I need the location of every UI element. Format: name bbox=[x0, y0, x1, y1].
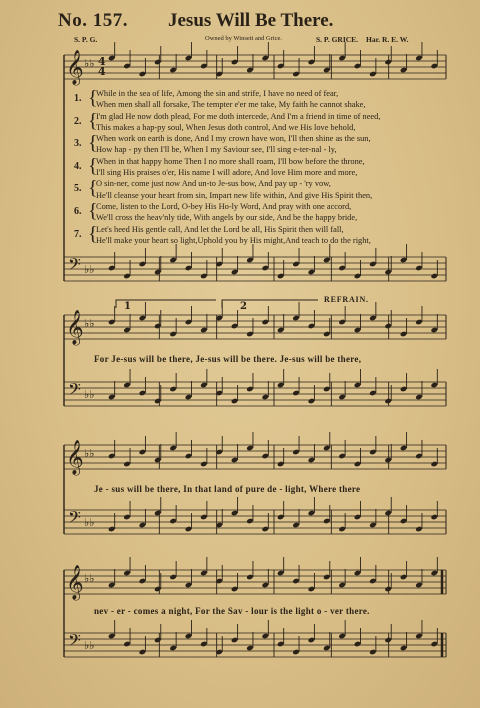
verse-line: He'll make your heart so light,Uphold you by His might,And teach to do the right, bbox=[96, 235, 371, 245]
lyric-line-3: nev - er - comes a night, For the Sav - lour is the light o - ver there. bbox=[94, 606, 370, 616]
verse-line: When men shall all forsake, The tempter e'er me take, My faith he cannot shake, bbox=[96, 100, 366, 110]
first-ending-bracket bbox=[116, 300, 216, 308]
verse-number: 2. bbox=[74, 115, 82, 127]
verse-line: When work on earth is done, And I my crown have won, I'll then shine as the sun, bbox=[96, 134, 371, 144]
verse-number: 7. bbox=[74, 228, 82, 240]
key-signature: ♭♭ bbox=[84, 263, 95, 276]
verse-number: 3. bbox=[74, 138, 82, 150]
verse-number: 1. bbox=[74, 93, 82, 104]
key-signature: ♭♭ bbox=[84, 572, 95, 585]
verse-brace: { bbox=[88, 154, 98, 177]
verse-brace: { bbox=[88, 177, 98, 200]
verse-line: O sin-ner, come just now And un-to Je-sus bow, And pay up - 'ry vow, bbox=[96, 179, 331, 189]
verse-brace: { bbox=[88, 109, 98, 132]
ownership-credit: Owned by Winsett and Grice. bbox=[205, 35, 283, 42]
key-signature: ♭♭ bbox=[84, 516, 95, 529]
verse-block bbox=[74, 88, 454, 246]
key-signature: ♭♭ bbox=[84, 639, 95, 652]
verse-line: While in the sea of life, Among the sin and strife, I have no need of fear, bbox=[96, 89, 339, 98]
hymn-number: No. 157. bbox=[58, 10, 128, 31]
bass-clef: 𝄢 bbox=[68, 254, 81, 278]
key-signature: ♭♭ bbox=[84, 57, 95, 70]
treble-clef: 𝄞 bbox=[66, 440, 84, 475]
harmony-credit: Har. R. E. W. bbox=[366, 35, 409, 44]
verse-number: 4. bbox=[74, 160, 82, 172]
verse-line: We'll cross the heav'nly tide, With angels by our side, And be the happy bride, bbox=[96, 213, 358, 223]
verse-line: This makes a hap-py soul, When Jesus doth control, And we His love behold, bbox=[96, 122, 356, 132]
lyric-line-1: For Je-sus will be there, Je-sus will be there. Je-sus will be there, bbox=[94, 354, 362, 364]
verse-line: I'll sing His praises o'er, His name I will adore, And love Him more and more, bbox=[96, 168, 358, 178]
treble-clef: 𝄞 bbox=[66, 50, 84, 85]
composer-credit: S. P. GRICE. bbox=[316, 35, 359, 44]
verse-line: How hap - py then I'll be, When I my Saviour see, I'll sing e-ter-nal - ly, bbox=[96, 145, 337, 155]
time-signature: 4 bbox=[98, 65, 106, 78]
bass-clef: 𝄢 bbox=[68, 630, 81, 654]
bass-clef: 𝄢 bbox=[68, 507, 81, 531]
key-signature: ♭♭ bbox=[84, 388, 95, 401]
verse-number: 5. bbox=[74, 183, 82, 195]
bass-clef: 𝄢 bbox=[68, 379, 81, 403]
verse-brace: { bbox=[88, 87, 98, 109]
second-ending-number: 2 bbox=[240, 301, 247, 312]
verse-line: I'm glad He now doth plead, For me doth intercede, And I'm a friend in time of need, bbox=[96, 111, 381, 121]
author-credit: S. P. G. bbox=[74, 35, 98, 44]
refrain-label: REFRAIN. bbox=[324, 295, 369, 304]
treble-clef: 𝄞 bbox=[66, 310, 84, 345]
first-ending-number: 1 bbox=[124, 301, 131, 312]
verse-line: Come, listen to the Lord, O-bey His Ho-ly Word, And pray with one accord, bbox=[96, 201, 352, 211]
verse-brace: { bbox=[88, 132, 98, 155]
time-signature: 4 bbox=[98, 55, 106, 68]
lyric-line-2: Je - sus will be there, In that land of pure de - light, Where there bbox=[94, 484, 361, 494]
treble-clef: 𝄞 bbox=[66, 565, 84, 600]
verse-line: He'll cleanse your heart from sin, Impart new life within, And give His Spirit then, bbox=[96, 190, 373, 200]
verse-brace: { bbox=[88, 222, 98, 245]
second-ending-bracket bbox=[222, 300, 318, 308]
key-signature: ♭♭ bbox=[84, 317, 95, 330]
verse-number: 6. bbox=[74, 205, 82, 217]
verse-line: When in that happy home Then I no more shall roam, I'll bow before the throne, bbox=[96, 156, 365, 166]
verse-line: Let's heed His gentle call, And let the Lord be all, His Spirit then will fall, bbox=[96, 224, 344, 234]
key-signature: ♭♭ bbox=[84, 447, 95, 460]
hymn-title: Jesus Will Be There. bbox=[168, 10, 334, 31]
verse-brace: { bbox=[88, 199, 98, 222]
